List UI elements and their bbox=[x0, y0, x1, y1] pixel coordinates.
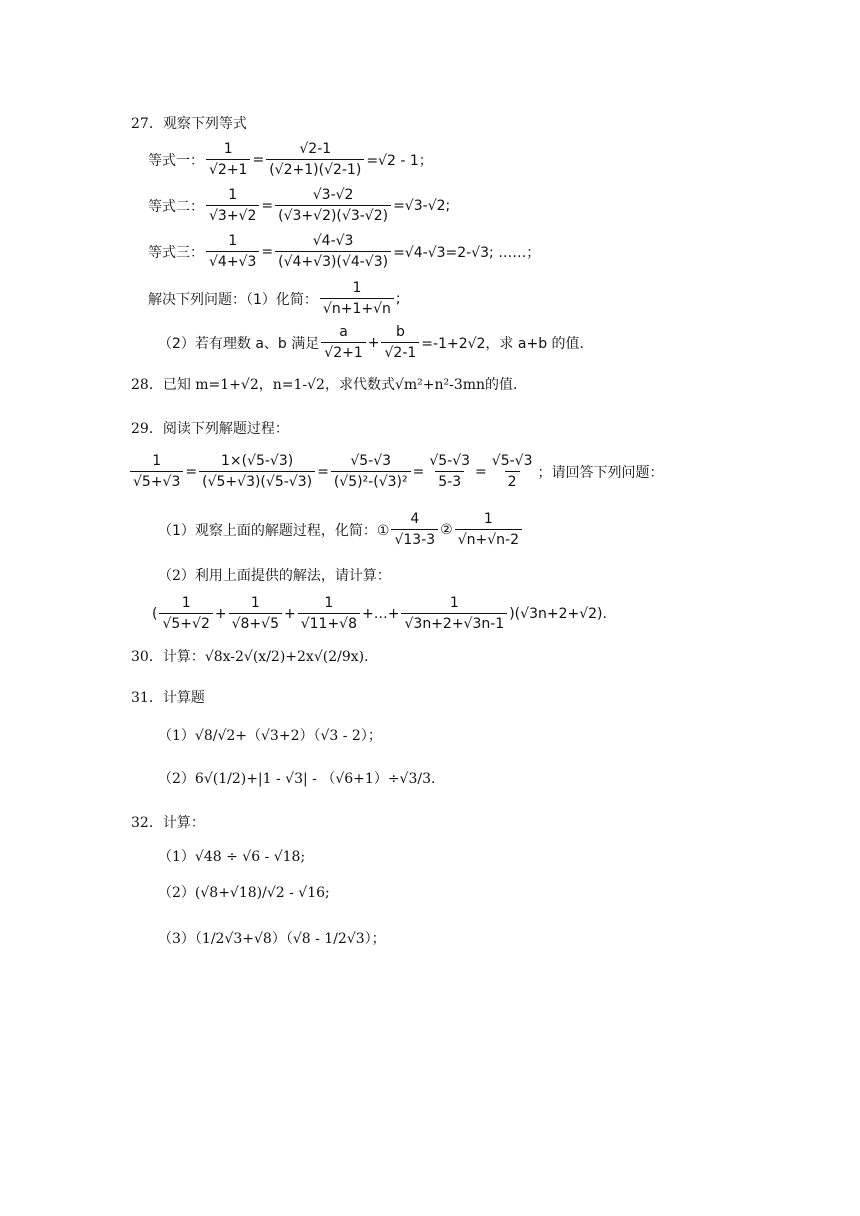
q28-text: 28．已知 m=1+√2，n=1-√2，求代数式√m²+n²-3mn的值． bbox=[131, 377, 528, 393]
q29-part2: （2）利用上面提供的解法，请计算： bbox=[158, 568, 391, 584]
q27-eq1: 等式一： $\frac{1}{√2+1}$ = $\frac{√2-1}{(√2+1)(√2-1)}$ =√2 - 1； bbox=[148, 141, 433, 178]
q27-eq2: 等式二： $\frac{1}{√3+√2}$ = $\frac{√3-√2}{(√3+√2)(√3-√2)}$ =√3-√2; bbox=[148, 187, 451, 224]
q31-part2: （2）6√(1/2)+|1 - √3| - （√6+1）÷√3/3． bbox=[158, 771, 445, 787]
q27-part2: （2）若有理数 a、b 满足 $\frac{a}{√2+1}$ + $\frac{b}{√2-1}$ =-1+2√2，求 a+b 的值． bbox=[158, 324, 594, 361]
q27-eq3: 等式三： $\frac{1}{√4+√3}$ = $\frac{√4-√3}{(√4+√3)(√4-√3)}$ =√4-√3=2-√3; ……； bbox=[148, 233, 541, 270]
q32-part3: （3）（1/2√3+√8）（√8 - 1/2√3）； bbox=[158, 931, 386, 947]
q30-text: 30．计算：√8x-2√(x/2)+2x√(2/9x)． bbox=[131, 649, 379, 665]
q27-title: 27．观察下列等式 bbox=[131, 116, 247, 132]
q31-title: 31．计算题 bbox=[131, 690, 205, 706]
q29-part1: （1）观察上面的解题过程，化简：① $\frac{4}{√13-3}$ ② $\frac{1}{√n+√n-2}$ bbox=[158, 510, 524, 549]
q29-derivation: $\frac{1}{√5+√3}$ = $\frac{1\times(√5-√3)}{(√5+√3)(√5-√3)}$ = $\frac{√5-√3}{\text{(√5)²-(√3)²}}$ = $\frac{√5-√3}{5-3}$ = $\frac{√5-√3}{2}$ ；请回答下列问题： bbox=[128, 452, 664, 491]
q27-solve: 解决下列问题：（1）化简： $\frac{1}{√n+1+√n}$ ; bbox=[148, 280, 401, 317]
q32-part1: （1）√48 ÷ √6 - √18; bbox=[158, 849, 306, 865]
q29-title: 29．阅读下列解题过程： bbox=[131, 421, 289, 437]
q32-title: 32．计算： bbox=[131, 815, 205, 831]
q32-part2: （2）(√8+√18)/√2 - √16; bbox=[158, 885, 330, 901]
q29-sum: ( $\frac{1}{√5+√2}$ + $\frac{1}{√8+√5}$ + $\frac{1}{√11+√8}$ +…+ $\frac{1}{√3n+2+√3n-1}$ )(√3n+2+√2). bbox=[152, 595, 607, 632]
q31-part1: （1）√8/√2+（√3+2）（√3 - 2）； bbox=[158, 728, 382, 744]
